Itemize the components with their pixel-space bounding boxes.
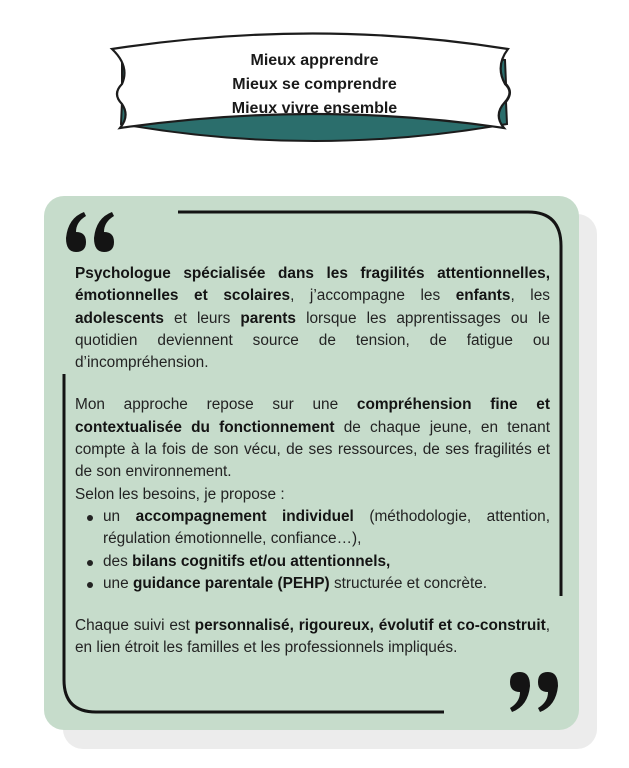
list-item-bold: guidance parentale (PEHP) xyxy=(132,574,330,592)
list-item-text: des xyxy=(103,552,133,570)
list-item-bold: accompagnement individuel xyxy=(135,507,354,525)
closing-bold-1: personnalisé, rigoureux, évolutif et co-construit xyxy=(194,617,546,635)
list-item xyxy=(75,506,550,551)
opening-quote-icon xyxy=(62,208,118,256)
list-item-bold: bilans cognitifs et/ou attentionnels, xyxy=(132,552,391,570)
list-item xyxy=(75,551,550,573)
closing-paragraph xyxy=(75,615,550,660)
list-item-text: (méthodologie, attention, régulation émotionnelle, confiance…), xyxy=(103,507,550,548)
list-item-text: un xyxy=(103,507,136,525)
approach-bold-1: compréhension fine et contextualisée du fonctionnement xyxy=(75,396,550,436)
proposal-intro: Selon les besoins, je propose : xyxy=(75,485,285,503)
intro-paragraph xyxy=(75,263,550,374)
banner-line-3: Mieux vivre ensemble xyxy=(231,100,398,117)
list-item-text: une xyxy=(103,574,133,592)
banner-line-2: Mieux se comprendre xyxy=(232,76,397,93)
intro-text-3: et leurs xyxy=(163,309,241,327)
intro-text-2: , les xyxy=(510,287,550,305)
intro-text-1: , j’accompagne les xyxy=(290,287,456,305)
proposal-list xyxy=(75,506,550,595)
intro-bold-1: Psychologue spécialisée dans les fragilités attentionnelles, émotionnelles et scolaires xyxy=(75,265,550,305)
closing-quote-icon xyxy=(506,668,562,716)
approach-text-1: Mon approche repose sur une xyxy=(75,396,357,414)
intro-text-4: lorsque les apprentissages ou le quotidien deviennent source de tension, de fatigue ou d’incompréhension. xyxy=(75,309,550,372)
closing-text-1: Chaque suivi est xyxy=(75,617,195,635)
card-content xyxy=(75,263,550,660)
list-item-text: structurée et concrète. xyxy=(329,574,488,592)
approach-text-2: de chaque jeune, en tenant compte à la fois de son vécu, de ses ressources, de ses fragilités et de son environnement. xyxy=(75,418,550,481)
banner-line-1: Mieux apprendre xyxy=(250,52,379,69)
intro-bold-2: enfants xyxy=(455,287,511,305)
approach-paragraph xyxy=(75,394,550,483)
list-item xyxy=(75,573,550,595)
intro-bold-4: parents xyxy=(240,309,296,327)
closing-text-2: , en lien étroit les familles et les professionnels impliqués. xyxy=(75,617,550,657)
intro-bold-3: adolescents xyxy=(75,309,164,327)
